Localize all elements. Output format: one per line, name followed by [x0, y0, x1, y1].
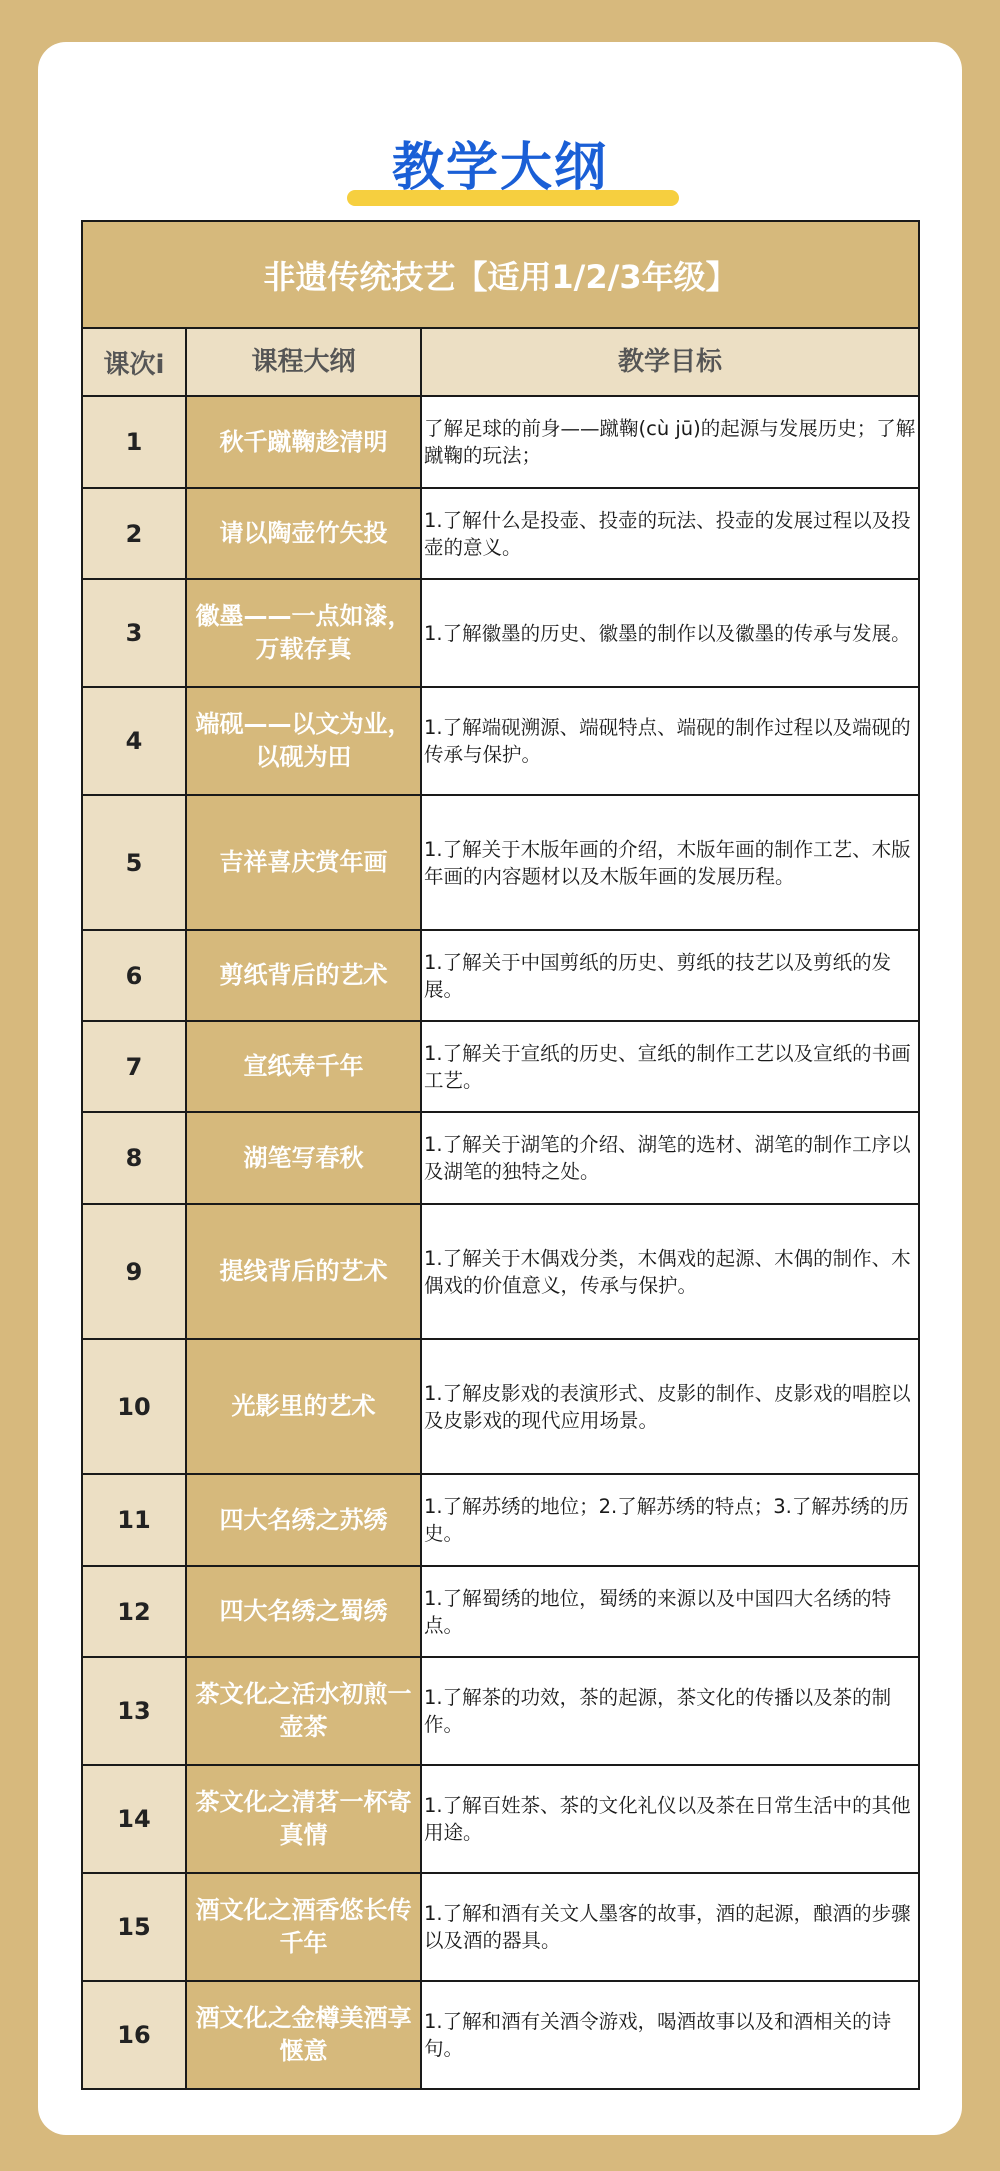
lesson-title: 光影里的艺术 — [187, 1340, 422, 1473]
lesson-goal: 1.了解关于湖笔的介绍、湖笔的选材、湖笔的制作工序以及湖笔的独特之处。 — [422, 1113, 918, 1203]
lesson-number: 14 — [83, 1766, 187, 1872]
table-row — [83, 1567, 918, 1658]
lesson-number: 16 — [83, 1982, 187, 2088]
lesson-number: 2 — [83, 489, 187, 578]
table-header-row — [83, 329, 918, 397]
lesson-number: 11 — [83, 1475, 187, 1565]
table-row — [83, 397, 918, 489]
lesson-title: 宣纸寿千年 — [187, 1022, 422, 1111]
lesson-number: 13 — [83, 1658, 187, 1764]
table-row — [83, 931, 918, 1022]
lesson-goal: 1.了解蜀绣的地位，蜀绣的来源以及中国四大名绣的特点。 — [422, 1567, 918, 1656]
lesson-number: 8 — [83, 1113, 187, 1203]
lesson-title: 吉祥喜庆赏年画 — [187, 796, 422, 929]
lesson-goal: 1.了解百姓茶、茶的文化礼仪以及茶在日常生活中的其他用途。 — [422, 1766, 918, 1872]
lesson-title: 提线背后的艺术 — [187, 1205, 422, 1338]
lesson-title: 四大名绣之蜀绣 — [187, 1567, 422, 1656]
table-row — [83, 580, 918, 688]
page-header — [38, 100, 962, 210]
lesson-title: 酒文化之酒香悠长传千年 — [187, 1874, 422, 1980]
lesson-number: 6 — [83, 931, 187, 1020]
lesson-goal: 1.了解什么是投壶、投壶的玩法、投壶的发展过程以及投壶的意义。 — [422, 489, 918, 578]
lesson-goal: 1.了解和酒有关文人墨客的故事，酒的起源，酿酒的步骤以及酒的器具。 — [422, 1874, 918, 1980]
table-row — [83, 1205, 918, 1340]
column-header-goal: 教学目标 — [422, 329, 918, 395]
lesson-title: 端砚——以文为业，以砚为田 — [187, 688, 422, 794]
lesson-number: 15 — [83, 1874, 187, 1980]
table-row — [83, 1022, 918, 1113]
table-row — [83, 1113, 918, 1205]
lesson-goal: 1.了解茶的功效，茶的起源，茶文化的传播以及茶的制作。 — [422, 1658, 918, 1764]
lesson-title: 湖笔写春秋 — [187, 1113, 422, 1203]
table-body — [83, 397, 918, 2088]
table-row — [83, 1475, 918, 1567]
column-header-lesson: 课次i — [83, 329, 187, 395]
table-row — [83, 1874, 918, 1982]
syllabus-table — [81, 220, 920, 2090]
table-row — [83, 688, 918, 796]
lesson-goal: 了解足球的前身——蹴鞠(cù jū)的起源与发展历史；了解蹴鞠的玩法； — [422, 397, 918, 487]
table-row — [83, 1658, 918, 1766]
lesson-title: 秋千蹴鞠趁清明 — [187, 397, 422, 487]
lesson-goal: 1.了解和酒有关酒令游戏，喝酒故事以及和酒相关的诗句。 — [422, 1982, 918, 2088]
table-row — [83, 1766, 918, 1874]
lesson-goal: 1.了解关于木偶戏分类，木偶戏的起源、木偶的制作、木偶戏的价值意义，传承与保护。 — [422, 1205, 918, 1338]
lesson-goal: 1.了解关于中国剪纸的历史、剪纸的技艺以及剪纸的发展。 — [422, 931, 918, 1020]
table-row — [83, 796, 918, 931]
lesson-goal: 1.了解关于木版年画的介绍，木版年画的制作工艺、木版年画的内容题材以及木版年画的发展历程。 — [422, 796, 918, 929]
lesson-title: 茶文化之清茗一杯寄真情 — [187, 1766, 422, 1872]
lesson-goal: 1.了解苏绣的地位；2.了解苏绣的特点；3.了解苏绣的历史。 — [422, 1475, 918, 1565]
lesson-number: 4 — [83, 688, 187, 794]
lesson-number: 3 — [83, 580, 187, 686]
lesson-goal: 1.了解关于宣纸的历史、宣纸的制作工艺以及宣纸的书画工艺。 — [422, 1022, 918, 1111]
table-row — [83, 489, 918, 580]
lesson-goal: 1.了解皮影戏的表演形式、皮影的制作、皮影戏的唱腔以及皮影戏的现代应用场景。 — [422, 1340, 918, 1473]
column-header-outline: 课程大纲 — [187, 329, 422, 395]
lesson-goal: 1.了解徽墨的历史、徽墨的制作以及徽墨的传承与发展。 — [422, 580, 918, 686]
table-row — [83, 1340, 918, 1475]
lesson-goal: 1.了解端砚溯源、端砚特点、端砚的制作过程以及端砚的传承与保护。 — [422, 688, 918, 794]
page-title: 教学大纲 — [391, 138, 608, 198]
lesson-title: 酒文化之金樽美酒享惬意 — [187, 1982, 422, 2088]
lesson-title: 四大名绣之苏绣 — [187, 1475, 422, 1565]
lesson-number: 5 — [83, 796, 187, 929]
lesson-number: 10 — [83, 1340, 187, 1473]
lesson-title: 茶文化之活水初煎一壶茶 — [187, 1658, 422, 1764]
lesson-number: 7 — [83, 1022, 187, 1111]
lesson-title: 剪纸背后的艺术 — [187, 931, 422, 1020]
lesson-title: 请以陶壶竹矢投 — [187, 489, 422, 578]
syllabus-card — [38, 42, 962, 2135]
lesson-number: 12 — [83, 1567, 187, 1656]
lesson-number: 1 — [83, 397, 187, 487]
table-row — [83, 1982, 918, 2088]
lesson-number: 9 — [83, 1205, 187, 1338]
lesson-title: 徽墨——一点如漆，万载存真 — [187, 580, 422, 686]
table-title: 非遗传统技艺【适用1/2/3年级】 — [83, 222, 918, 329]
